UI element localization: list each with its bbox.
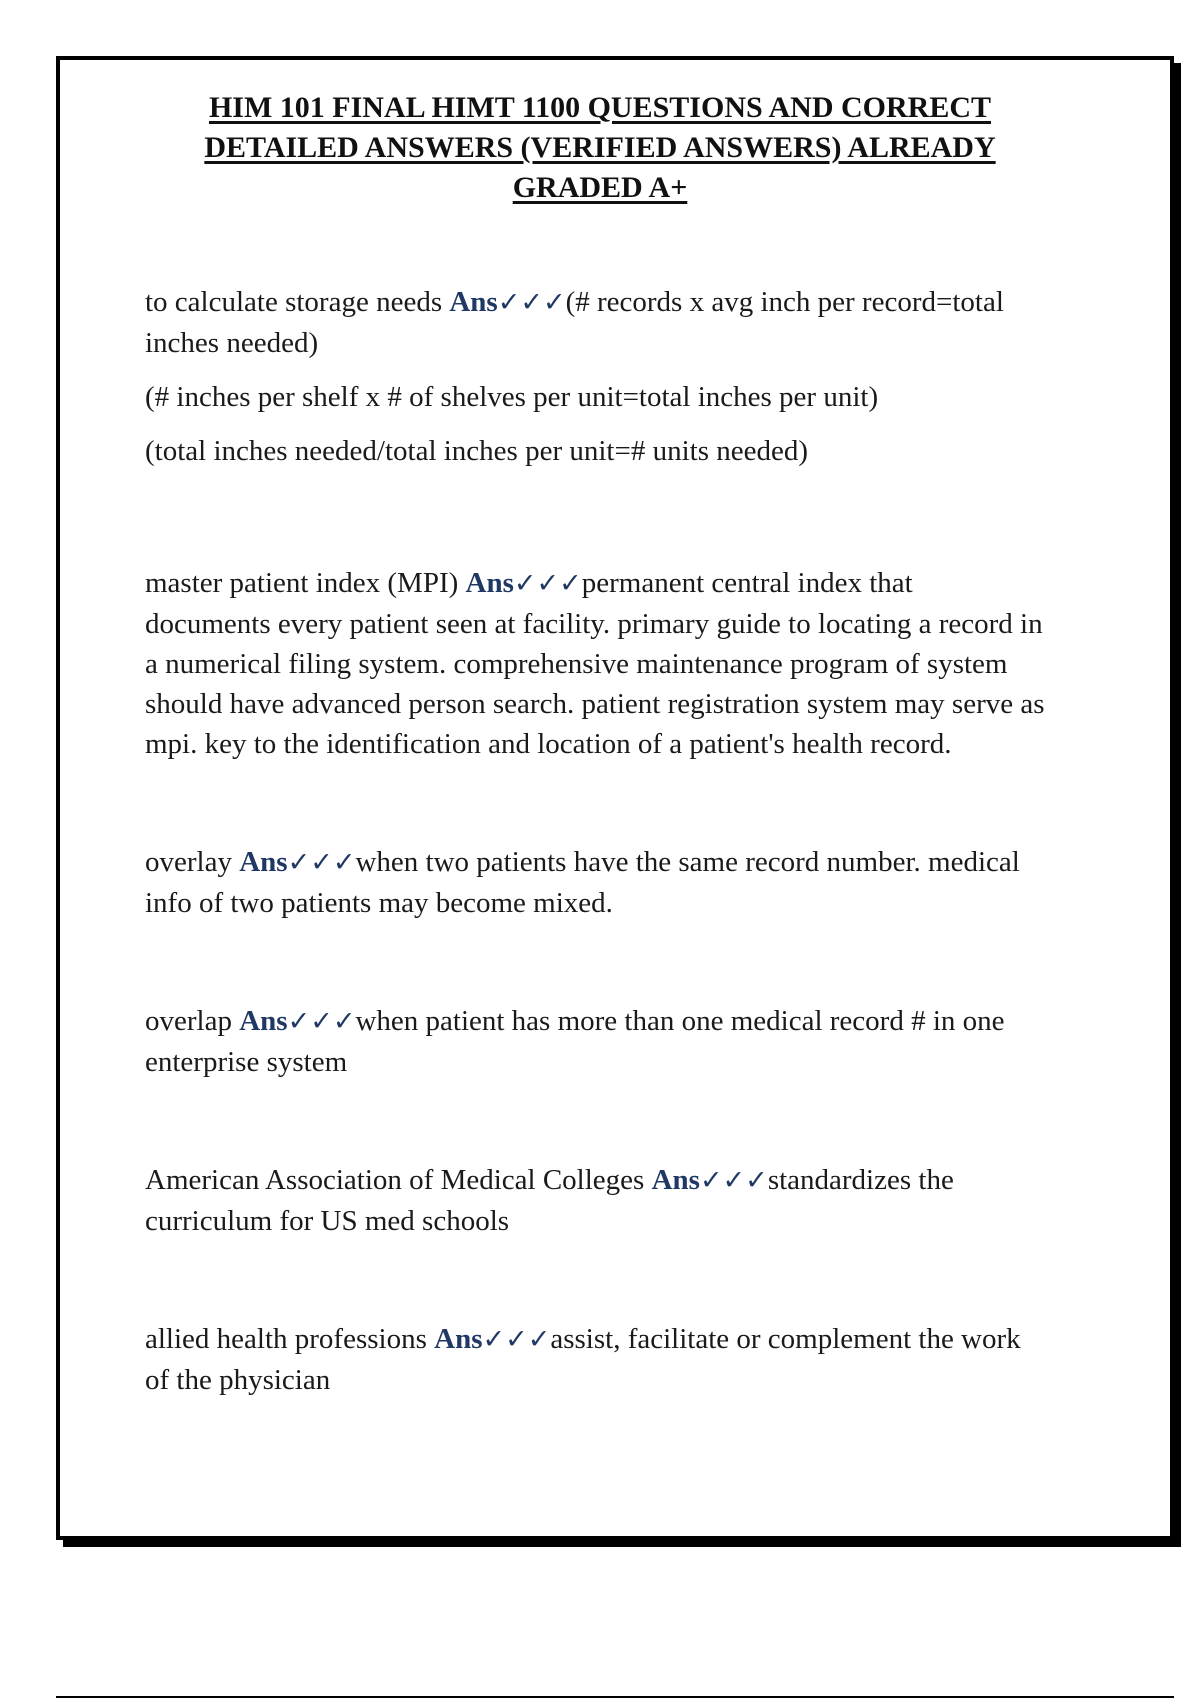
answer-marker: Ans — [239, 1005, 288, 1037]
check-mark-icon: ✓✓✓ — [699, 1165, 768, 1196]
answer-extra-line: (# inches per shelf x # of shelves per unit=total inches per unit) — [145, 381, 879, 413]
answer-marker: Ans — [434, 1323, 483, 1355]
footer-divider — [56, 1696, 1174, 1698]
question-term: overlap — [145, 1005, 240, 1037]
answer-text: standardizes the curriculum for US med schools — [145, 1164, 954, 1237]
answer-marker: Ans — [449, 286, 498, 318]
qa-entry-storage-needs — [145, 282, 1045, 471]
check-mark-icon: ✓✓✓ — [497, 287, 566, 318]
check-mark-icon: ✓✓✓ — [287, 1006, 356, 1037]
check-mark-icon: ✓✓✓ — [482, 1324, 551, 1355]
question-term: allied health professions — [145, 1323, 435, 1355]
answer-extra-line: (total inches needed/total inches per unit=# units needed) — [145, 435, 809, 467]
qa-line — [145, 1160, 1045, 1241]
question-term: master patient index (MPI) — [145, 567, 466, 599]
answer-text: when patient has more than one medical record # in one enterprise system — [145, 1005, 1005, 1078]
answer-marker: Ans — [239, 846, 288, 878]
title-line-1: HIM 101 FINAL HIMT 1100 QUESTIONS AND CORRECT — [208, 91, 992, 124]
question-term: American Association of Medical Colleges — [145, 1164, 652, 1196]
qa-list — [145, 282, 1045, 1478]
check-mark-icon: ✓✓✓ — [513, 568, 582, 599]
title-line-2: DETAILED ANSWERS (VERIFIED ANSWERS) ALREADY — [204, 131, 996, 164]
qa-line — [145, 842, 1045, 923]
answer-text: assist, facilitate or complement the work of the physician — [145, 1323, 1021, 1396]
document-title — [150, 88, 1050, 208]
qa-entry-aamc — [145, 1160, 1045, 1241]
answer-marker: Ans — [465, 567, 514, 599]
qa-entry-mpi — [145, 563, 1045, 764]
qa-entry-overlap — [145, 1001, 1045, 1082]
answer-text: when two patients have the same record number. medical info of two patients may become mixed. — [145, 846, 1020, 919]
check-mark-icon: ✓✓✓ — [287, 847, 356, 878]
question-term: to calculate storage needs — [145, 286, 450, 318]
title-line-3: GRADED A+ — [512, 171, 688, 204]
answer-marker: Ans — [651, 1164, 700, 1196]
qa-line — [145, 282, 1045, 363]
qa-entry-overlay — [145, 842, 1045, 923]
qa-line — [145, 563, 1045, 764]
answer-text: permanent central index that documents every patient seen at facility. primary guide to locating a record in a numerical filing system. comprehensive maintenance program of system should have advanced person search. patient registration system may serve as mpi. key to the identification and location of a patient's health record. — [145, 567, 1045, 760]
qa-line — [145, 1319, 1045, 1400]
question-term: overlay — [145, 846, 240, 878]
qa-line — [145, 1001, 1045, 1082]
answer-text: (# records x avg inch per record=total inches needed) — [145, 286, 1004, 359]
qa-entry-allied-health — [145, 1319, 1045, 1400]
